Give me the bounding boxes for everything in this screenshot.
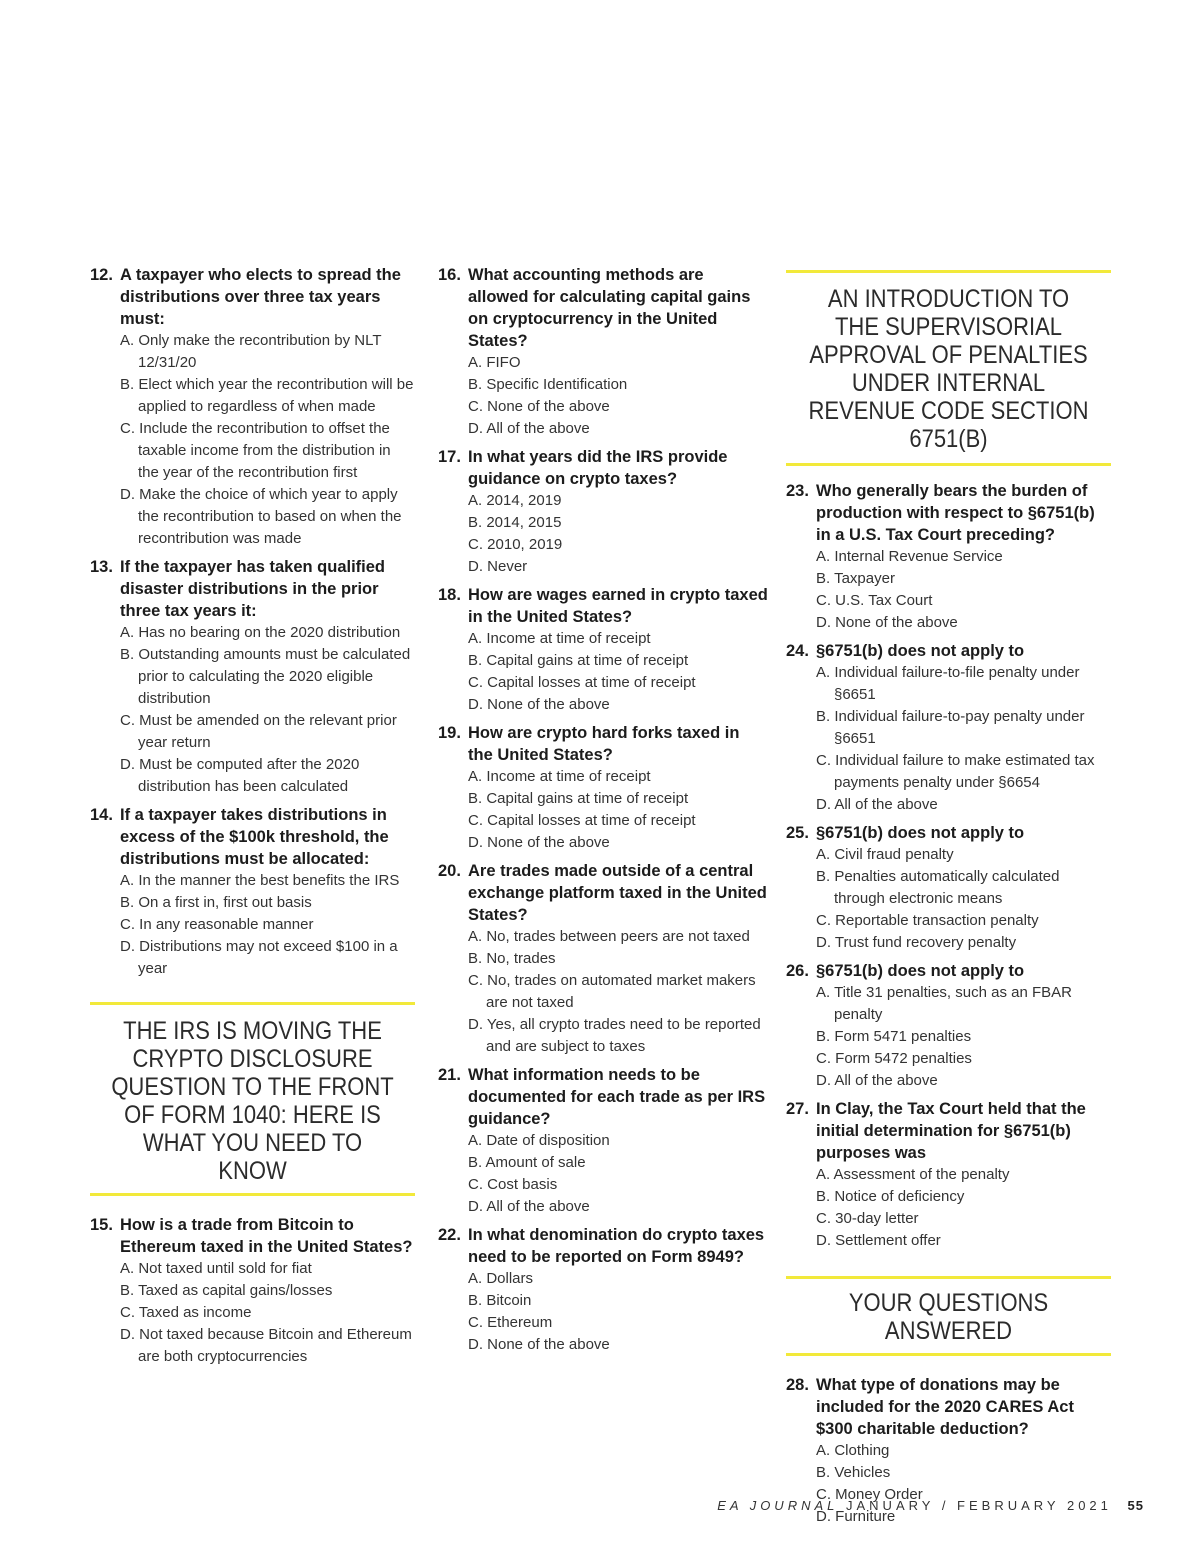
option-c: C. Capital losses at time of receipt [468, 674, 696, 691]
options-list [90, 1258, 415, 1368]
option-c: C. No, trades on automated market makers are not taxed [468, 972, 756, 1011]
option-b: B. Bitcoin [468, 1292, 532, 1309]
section-heading: THE IRS IS MOVING THE CRYPTO DISCLOSURE QUESTION TO THE FRONT OF FORM 1040: HERE IS WHAT YOU NEED TO KNOW [111, 1017, 394, 1185]
options-list [786, 844, 1111, 954]
option-b: B. Taxed as capital gains/losses [120, 1282, 333, 1299]
question-text: What type of donations may be included for the 2020 CARES Act $300 charitable deduction? [816, 1376, 1074, 1438]
option-c: C. Ethereum [468, 1314, 553, 1331]
options-list [90, 870, 415, 980]
section-heading: YOUR QUESTIONS ANSWERED [848, 1289, 1049, 1345]
option-c: C. Form 5472 penalties [816, 1050, 972, 1067]
question-text: If a taxpayer takes distributions in excess of the $100k threshold, the distributions must be allocated: [120, 806, 389, 868]
section-heading: AN INTRODUCTION TO THE SUPERVISORIAL APPROVAL OF PENALTIES UNDER INTERNAL REVENUE CODE SECTION 6751(B) [808, 285, 1089, 453]
options-list [786, 1440, 1111, 1528]
options-list [438, 766, 768, 854]
option-c: C. Cost basis [468, 1176, 558, 1193]
option-d: D. Distributions may not exceed $100 in a year [120, 938, 398, 977]
column-right [786, 264, 1111, 1534]
question-text: In what years did the IRS provide guidance on crypto taxes? [468, 448, 728, 488]
option-d: D. Trust fund recovery penalty [816, 934, 1017, 951]
option-a: A. Income at time of receipt [468, 768, 651, 785]
journal-name: EA JOURNAL [717, 1498, 839, 1513]
options-list [90, 622, 415, 798]
question-14 [90, 804, 415, 980]
option-b: B. Vehicles [816, 1464, 891, 1481]
option-b: B. No, trades [468, 950, 556, 967]
option-c: C. 30-day letter [816, 1210, 919, 1227]
option-a: A. Dollars [468, 1270, 534, 1287]
option-c: C. U.S. Tax Court [816, 592, 933, 609]
option-b: B. Capital gains at time of receipt [468, 652, 689, 669]
page-footer [717, 1498, 1144, 1513]
question-26 [786, 960, 1111, 1092]
question-text: §6751(b) does not apply to [816, 824, 1025, 842]
option-a: A. FIFO [468, 354, 521, 371]
option-a: A. Not taxed until sold for fiat [120, 1260, 312, 1277]
option-d: D. None of the above [468, 696, 610, 713]
options-list [786, 982, 1111, 1092]
question-number: 23. [786, 482, 809, 500]
question-text: A taxpayer who elects to spread the distributions over three tax years must: [120, 266, 401, 328]
question-text: How are crypto hard forks taxed in the United States? [468, 724, 740, 764]
option-a: A. Date of disposition [468, 1132, 610, 1149]
options-list [438, 628, 768, 716]
option-c: C. Must be amended on the relevant prior year return [120, 712, 397, 751]
question-number: 26. [786, 962, 809, 980]
question-text: What information needs to be documented for each trade as per IRS guidance? [468, 1066, 766, 1128]
option-d: D. Make the choice of which year to apply the recontribution to based on when the recontribution was made [120, 486, 402, 547]
option-b: B. Amount of sale [468, 1154, 586, 1171]
question-13 [90, 556, 415, 798]
option-a: A. Income at time of receipt [468, 630, 651, 647]
options-list [438, 926, 768, 1058]
question-18 [438, 584, 768, 716]
question-number: 17. [438, 448, 461, 466]
option-d: D. All of the above [816, 1072, 938, 1089]
question-text: What accounting methods are allowed for calculating capital gains on cryptocurrency in the United States? [468, 266, 751, 350]
option-b: B. Elect which year the recontribution will be applied to regardless of when made [120, 376, 414, 415]
question-text: §6751(b) does not apply to [816, 642, 1025, 660]
option-a: A. In the manner the best benefits the IRS [120, 872, 400, 889]
option-c: C. Individual failure to make estimated tax payments penalty under §6654 [816, 752, 1095, 791]
option-c: C. Reportable transaction penalty [816, 912, 1039, 929]
question-number: 12. [90, 266, 113, 284]
options-list [90, 330, 415, 550]
option-b: B. Form 5471 penalties [816, 1028, 972, 1045]
column-middle [438, 264, 768, 1362]
option-c: C. None of the above [468, 398, 610, 415]
options-list [438, 1130, 768, 1218]
option-d: D. Furniture [816, 1508, 896, 1525]
question-21 [438, 1064, 768, 1218]
options-list [786, 546, 1111, 634]
option-c: C. Taxed as income [120, 1304, 252, 1321]
question-number: 27. [786, 1100, 809, 1118]
column-left [90, 264, 415, 1374]
issue-date: JANUARY / FEBRUARY 2021 [846, 1498, 1112, 1513]
option-c: C. In any reasonable manner [120, 916, 314, 933]
option-a: A. Civil fraud penalty [816, 846, 954, 863]
option-c: C. 2010, 2019 [468, 536, 563, 553]
option-b: B. Notice of deficiency [816, 1188, 965, 1205]
question-text: How are wages earned in crypto taxed in the United States? [468, 586, 768, 626]
option-d: D. None of the above [468, 834, 610, 851]
question-15 [90, 1214, 415, 1368]
option-c: C. Include the recontribution to offset the taxable income from the distribution in the year of the recontribution first [120, 420, 391, 481]
option-a: A. Clothing [816, 1442, 890, 1459]
options-list [438, 1268, 768, 1356]
option-a: A. Title 31 penalties, such as an FBAR penalty [816, 984, 1072, 1023]
option-b: B. On a first in, first out basis [120, 894, 312, 911]
question-text: Are trades made outside of a central exchange platform taxed in the United States? [468, 862, 767, 924]
question-16 [438, 264, 768, 440]
question-number: 24. [786, 642, 809, 660]
option-d: D. None of the above [468, 1336, 610, 1353]
options-list [786, 662, 1111, 816]
section-banner-crypto [90, 1002, 415, 1196]
question-text: In Clay, the Tax Court held that the initial determination for §6751(b) purposes was [816, 1100, 1086, 1162]
option-b: B. Taxpayer [816, 570, 895, 587]
options-list [438, 352, 768, 440]
question-27 [786, 1098, 1111, 1252]
option-a: A. Individual failure-to-file penalty under §6651 [816, 664, 1080, 703]
question-number: 22. [438, 1226, 461, 1244]
question-19 [438, 722, 768, 854]
question-number: 14. [90, 806, 113, 824]
option-d: D. Never [468, 558, 528, 575]
option-d: D. Must be computed after the 2020 distribution has been calculated [120, 756, 360, 795]
option-c: C. Money Order [816, 1486, 923, 1503]
option-d: D. All of the above [816, 796, 938, 813]
question-text: How is a trade from Bitcoin to Ethereum taxed in the United States? [120, 1216, 413, 1256]
options-list [786, 1164, 1111, 1252]
option-c: C. Capital losses at time of receipt [468, 812, 696, 829]
question-number: 28. [786, 1376, 809, 1394]
question-22 [438, 1224, 768, 1356]
section-banner-supervisorial [786, 270, 1111, 466]
question-text: If the taxpayer has taken qualified disaster distributions in the prior three tax years it: [120, 558, 385, 620]
option-d: D. All of the above [468, 420, 590, 437]
question-text: §6751(b) does not apply to [816, 962, 1025, 980]
option-b: B. Outstanding amounts must be calculated prior to calculating the 2020 eligible distribution [120, 646, 411, 707]
question-text: Who generally bears the burden of production with respect to §6751(b) in a U.S. Tax Court preceding? [816, 482, 1095, 544]
option-b: B. Specific Identification [468, 376, 628, 393]
option-a: A. Only make the recontribution by NLT 12/31/20 [120, 332, 382, 371]
question-number: 20. [438, 862, 461, 880]
options-list [438, 490, 768, 578]
option-a: A. Internal Revenue Service [816, 548, 1003, 565]
option-a: A. Has no bearing on the 2020 distribution [120, 624, 401, 641]
option-a: A. Assessment of the penalty [816, 1166, 1010, 1183]
question-number: 19. [438, 724, 461, 742]
question-number: 16. [438, 266, 461, 284]
section-banner-questions-answered [786, 1276, 1111, 1356]
option-a: A. 2014, 2019 [468, 492, 562, 509]
question-text: In what denomination do crypto taxes need to be reported on Form 8949? [468, 1226, 765, 1266]
question-23 [786, 480, 1111, 634]
option-d: D. Yes, all crypto trades need to be reported and are subject to taxes [468, 1016, 761, 1055]
question-number: 18. [438, 586, 461, 604]
option-b: B. Individual failure-to-pay penalty under §6651 [816, 708, 1085, 747]
question-20 [438, 860, 768, 1058]
option-d: D. All of the above [468, 1198, 590, 1215]
option-b: B. Penalties automatically calculated through electronic means [816, 868, 1060, 907]
question-number: 13. [90, 558, 113, 576]
question-number: 25. [786, 824, 809, 842]
option-d: D. Settlement offer [816, 1232, 941, 1249]
option-d: D. None of the above [816, 614, 958, 631]
option-b: B. Capital gains at time of receipt [468, 790, 689, 807]
option-a: A. No, trades between peers are not taxed [468, 928, 750, 945]
option-b: B. 2014, 2015 [468, 514, 562, 531]
question-17 [438, 446, 768, 578]
question-12 [90, 264, 415, 550]
question-number: 15. [90, 1216, 113, 1234]
option-d: D. Not taxed because Bitcoin and Ethereum are both cryptocurrencies [120, 1326, 412, 1365]
question-number: 21. [438, 1066, 461, 1084]
question-24 [786, 640, 1111, 816]
question-25 [786, 822, 1111, 954]
page-number: 55 [1127, 1498, 1144, 1513]
